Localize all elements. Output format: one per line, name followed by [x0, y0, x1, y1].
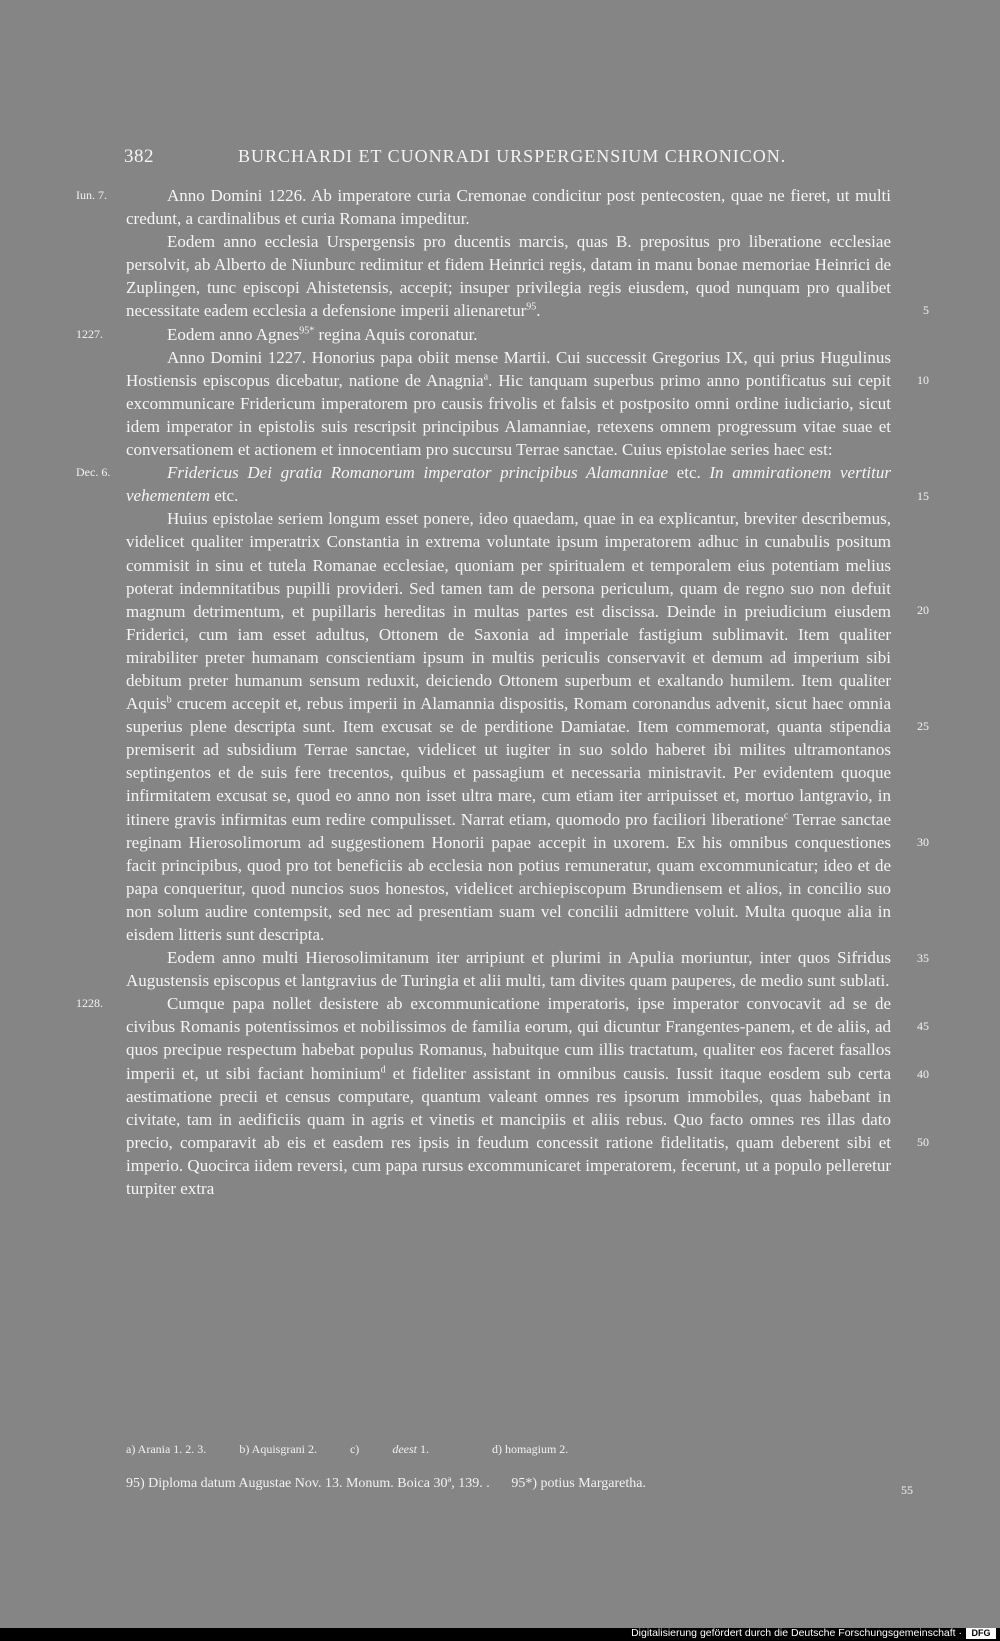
paragraph-agnes: [76, 323, 891, 346]
line-number-5: 5: [923, 303, 929, 318]
footnote-ref-95: 95: [526, 301, 537, 313]
footnotes: [126, 1476, 891, 1492]
variant-apparatus: [126, 1442, 891, 1457]
paragraph-text: etc.: [210, 486, 239, 506]
paragraph-1226: [76, 184, 891, 230]
line-number-10: 10: [917, 372, 929, 387]
margin-date-dec6: Dec. 6.: [76, 465, 111, 480]
paragraph-text: et fideliter assistant in omnibus causis. Iussit itaque eosdem sub certa aestimatione precii et census computare, quantum valeant omnes res ipsorum immobiles, quas habebant in civitate, tam in aedificiis quam in agris et vinetis et mancipiis et aliis rebus. Quo facto omnes res illas dato precio, comparavit ab eis et easdem res ipsis in feudum concessit ratione fidelitatis, quam deberent sibi et imperio. Quocirca iidem reversi, cum papa rursus excommunicaret imperatorem, fecerunt, ut a populo pelleretur turpiter extra: [126, 1063, 891, 1199]
footnote-95star: 95*) potius Margaretha.: [511, 1476, 646, 1491]
paragraph-text: Eodem anno multi Hierosolimitanum iter arripiunt et plurimi in Apulia moriuntur, inter quos Sifridus Augustensis episcopus et lantgravius de Turingia et alii multi, tam divites quam pauperes, de medio sunt sublati.: [126, 948, 891, 991]
paragraph-text: Eodem anno ecclesia Urspergensis pro ducentis marcis, quas B. prepositus pro liberatione ecclesiae persolvit, ab Alberto de Niunburc redimitur et fidem Heinrici regis, datam in manu bonae memoriae Heinrici de Zuplingen, tunc episcopi Ahistetensis, accepit;: [126, 232, 891, 298]
funding-credit: Digitalisierung gefördert durch die Deutsche Forschungsgemeinschaft ·: [631, 1627, 962, 1639]
paragraph-text: Anno Domini 1227. Honorius papa obiit mense Martii. Cui successit Gregorius IX, qui prius Hugulinus Hostiensis episcopus dicebatur, natione de Anagnia: [126, 347, 891, 390]
variant-b: b) Aquisgrani 2.: [239, 1442, 317, 1456]
paragraph-ursperg: Eodem anno ecclesia Urspergensis pro ducentis marcis, quas B. prepositus pro liberatione ecclesiae persolvit, ab Alberto de Niunburc redimitur et fidem Heinrici regis, datam in manu bonae memoriae Heinrici de Zuplingen, tunc episcopi Ahistetensis, accepit; 5 insuper privilegia regis eiusdem, quod nunquam pro qualibet necessitate eadem ecclesia a defensione imperii alienaretur$^{95}$.: [126, 232, 929, 321]
variant-ref-c: c: [783, 809, 789, 821]
page-number: 382: [124, 146, 154, 167]
paragraph-letter-incipit: [76, 461, 891, 507]
footnote-ref-95star: 95*: [299, 324, 315, 336]
line-number-15: 15: [917, 488, 929, 503]
page-header: [0, 146, 1000, 170]
paragraph-pilgrims: [126, 946, 891, 992]
margin-year-1227: 1227.: [76, 326, 103, 341]
variant-a: a) Arania 1. 2. 3.: [126, 1442, 207, 1456]
paragraph-text: Eodem anno Agnes: [167, 324, 300, 344]
paragraph-text: regina Aquis coronatur.: [314, 324, 478, 344]
paragraph-text: insuper privilegia regis eiusdem, quod nunquam pro qualibet necessitate eadem ecclesia a defensione imperii alienaretur: [126, 278, 892, 321]
variant-c: [350, 1442, 459, 1456]
paragraph-text: Anno Domini 1226. Ab imperatore curia Cremonae condicitur post pentecosten, quae ne fieret, ut multi credunt, a cardinalibus et curia Romana impeditur.: [126, 186, 891, 229]
paragraph-text: Terrae sanctae reginam Hierosolimorum ad suggestionem Honorii papae accepit in uxorem. Ex his omnibus conquestiones facit principibus, quod pro tot beneficiis ab ecclesia non potius remuneratur, quam excommunicatur; ideo et de papa conqueritur, quod nuncios suos honestos, videlicet archiepiscopum Brundiensem et alios, in concilio suo non solum audire contempsit, sed nec ad presentiam suam vel concilii admittere voluit. Multa quoque alia in eisdem litteris sunt descripta.: [126, 809, 891, 944]
line-number-45: 45: [917, 1019, 929, 1034]
line-number-25: 25: [917, 719, 929, 734]
letter-incipit: Fridericus Dei gratia Romanorum imperator principibus Alamanniae: [167, 463, 669, 483]
line-number-55: 55: [901, 1483, 913, 1497]
variant-ref-a: a: [483, 371, 489, 383]
paragraph-text: Cumque papa nollet desistere ab excommunicatione imperatoris, ipse imperator convocavit ad se de civibus Romanis potentissimos et nobilissimos de familia eorum, qui dicuntur Frangentes-panem, et de aliis, ad quos precipue respectum habebat populus Romanus, habuitque cum illis tractatum, qualiter eos faceret fasallos imperii et, ut sibi faciant hominium: [126, 994, 891, 1083]
variant-c-witness: 1.: [416, 1442, 429, 1456]
running-title: BURCHARDI ET CUONRADI URSPERGENSIUM CHRONICON.: [238, 146, 787, 166]
line-number-30: 30: [917, 835, 929, 850]
letter-incipit-2: In ammirationem vertitur vehementem: [126, 463, 891, 506]
paragraph-text: etc.: [668, 463, 710, 483]
variant-ref-b: b: [166, 694, 172, 706]
paragraph-text: crucem accepit et, rebus imperii in Alamannia dispositis, Romam coronandus advenit, sicut haec omnia superius plene descripta sunt. Item excusat se de perditione Damiatae. Item commemorat, quanta stipendia premiserit ad subsidium Terrae sanctae, videlicet ut iugiter in suo soldo haberet ibi milites ultramontanos septingentos et de suis fere trecentos, quibus et passagium et necessaria ministravit. Per evidentem quoque infirmitatem excusat se, quod eo anno non isset ultra mare, cum etiam iter arripuisset et, mortuo lantgravio, in itinere gravis infirmitas eum redire compulisset. Narrat etiam, quomodo pro faciliori liberatione: [126, 694, 891, 829]
line-number-20: 20: [917, 603, 929, 618]
dfg-logo-icon: DFG: [966, 1628, 996, 1639]
body-text: [76, 184, 929, 1200]
variant-c-label: c): [349, 1442, 363, 1456]
line-number-40: 40: [917, 1067, 929, 1082]
line-number-50: 50: [917, 1135, 929, 1150]
variant-ref-d: d: [380, 1063, 386, 1075]
footnote-95: 95) Diploma datum Augustae Nov. 13. Monum. Boica 30ª, 139. .: [126, 1476, 490, 1491]
variant-c-italic: deest: [392, 1442, 417, 1456]
margin-year-1228: 1228.: [76, 996, 103, 1011]
line-number-35: 35: [917, 951, 929, 966]
paragraph-text: . Hic tanquam superbus primo anno pontificatus sui cepit excommunicare Fridericum imperatorem pro causis frivolis et falsis et postposito omni ordine iudiciario, sicut idem imperator in epistolis suis rescripsit principibus Alamanniae, retexens omnem progressum vitae suae et conversationem et actionem et innocentiam pro succursu Terrae sanctae. Cuius epistolae series haec est:: [126, 370, 892, 460]
paragraph-text: Huius epistolae seriem longum esset ponere, ideo quaedam, quae in ea explicantur, breviter describemus, videlicet qualiter imperatrix Constantia in extrema voluntate ipsum imperatorem adhuc in cunabulis positum commisit in sinu et tutela Romanae ecclesiae, quoniam per spiritualem et temporalem eius potentiam melius poterat indemnitatibus pupilli provideri. Sed tamen tam de persona periculum, quam de regno suo non defuit magnum detrimentum, et pupillaris hereditas in multas partes est discissa. Deinde in preiudicium eiusdem Friderici, cum iam esset adultus, Ottonem de Saxonia ad imperiale fastigium sublimavit. Item qualiter mirabiliter preter humanam conscientiam ipsum in multis periculis conservavit et demum ad imperium sibi debitum preter humanum sensum reduxit, deiciendo Ottonem superbum et exaltando humilem. Item qualiter Aquis: [126, 509, 891, 714]
variant-d: d) homagium 2.: [491, 1442, 569, 1456]
margin-date-jun7: Iun. 7.: [76, 188, 107, 202]
